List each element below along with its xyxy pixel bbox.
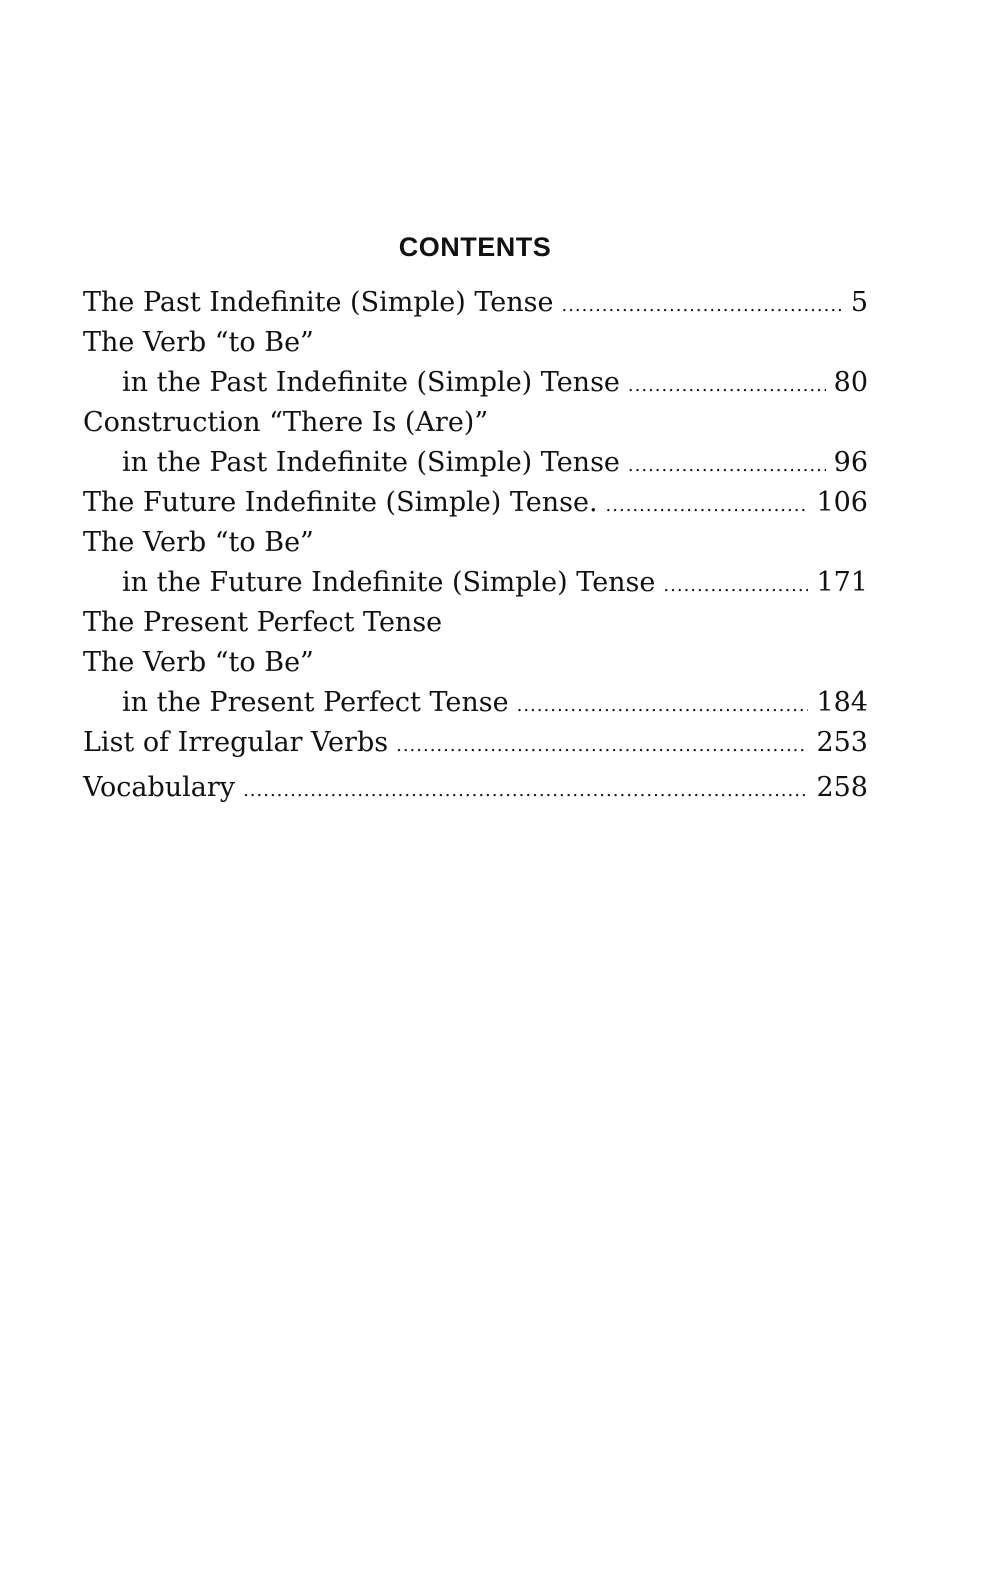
toc-entry[interactable] — [83, 483, 868, 523]
toc-entry-label: Construction “There Is (Are)” — [83, 407, 489, 438]
dot-leader — [628, 366, 826, 406]
dot-leader — [606, 486, 809, 526]
toc-entry-label: List of Irregular Verbs — [83, 727, 389, 758]
toc-entry-label: in the Future Indefinite (Simple) Tense — [122, 567, 656, 598]
table-of-contents — [83, 283, 868, 808]
toc-entry — [83, 603, 868, 643]
dot-leader — [517, 686, 809, 726]
toc-entry — [83, 523, 868, 563]
toc-entry[interactable] — [83, 443, 868, 483]
dot-leader — [628, 446, 826, 486]
toc-page-number: 5 — [850, 287, 868, 318]
toc-page-number: 258 — [816, 772, 868, 803]
toc-page-number: 171 — [816, 567, 868, 598]
toc-page-number: 96 — [833, 447, 868, 478]
toc-page-number: 80 — [833, 367, 868, 398]
toc-entry[interactable] — [83, 363, 868, 403]
toc-page-number: 184 — [816, 687, 868, 718]
toc-entry-label: in the Past Indefinite (Simple) Tense — [122, 367, 620, 398]
toc-entry-label: The Past Indefinite (Simple) Tense — [83, 287, 554, 318]
toc-entry[interactable] — [83, 283, 868, 323]
dot-leader — [396, 726, 808, 766]
toc-entry — [83, 403, 868, 443]
toc-entry[interactable] — [83, 683, 868, 723]
dot-leader — [663, 566, 808, 606]
toc-entry[interactable] — [83, 563, 868, 603]
dot-leader — [243, 771, 808, 811]
toc-entry[interactable] — [83, 768, 868, 808]
toc-entry-label: Vocabulary — [83, 772, 236, 803]
toc-entry-label: The Verb “to Be” — [83, 647, 314, 678]
toc-entry-label: The Verb “to Be” — [83, 527, 314, 558]
toc-entry-label: in the Present Perfect Tense — [122, 687, 509, 718]
toc-entry — [83, 323, 868, 363]
toc-entry-label: The Verb “to Be” — [83, 327, 314, 358]
toc-entry-label: The Present Perfect Tense — [83, 607, 443, 638]
toc-page-number: 106 — [816, 487, 868, 518]
toc-entry — [83, 643, 868, 683]
dot-leader — [561, 286, 842, 326]
toc-entry-label: in the Past Indefinite (Simple) Tense — [122, 447, 620, 478]
toc-entry[interactable] — [83, 723, 868, 763]
page-title: CONTENTS — [398, 232, 552, 262]
toc-entry-label: The Future Indefinite (Simple) Tense. — [83, 487, 598, 518]
toc-page-number: 253 — [816, 727, 868, 758]
